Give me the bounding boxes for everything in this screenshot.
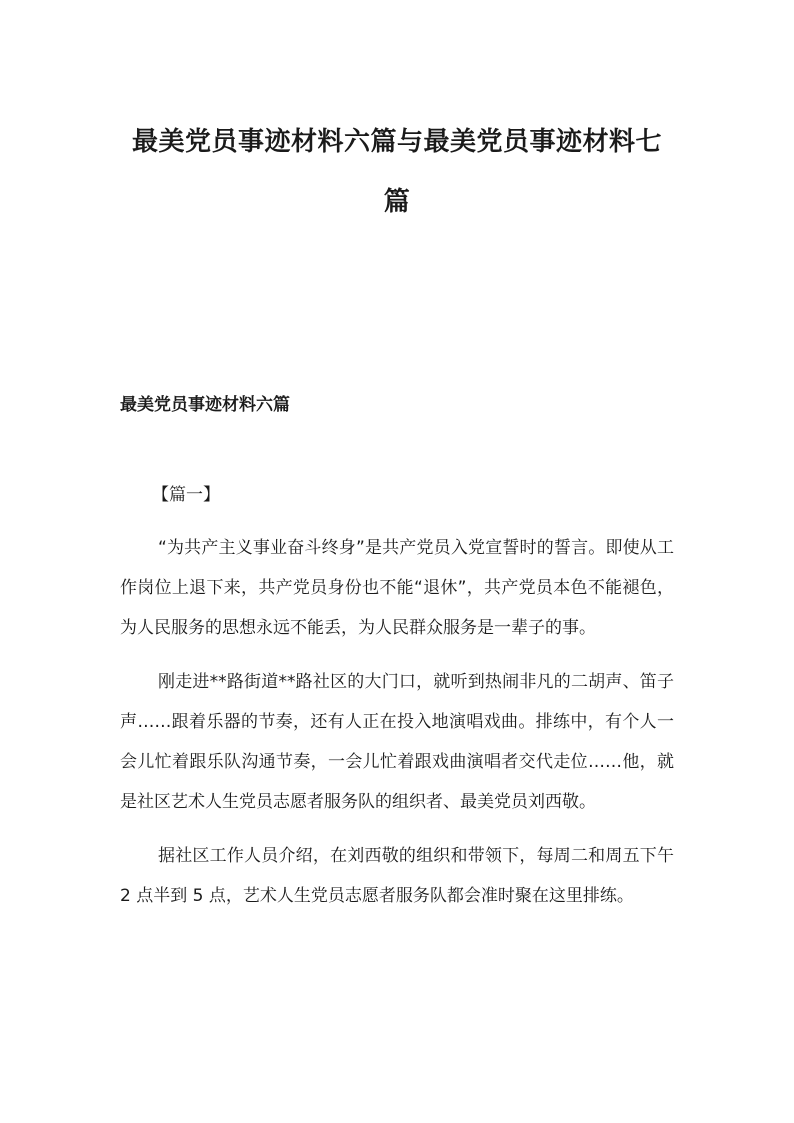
part-label: 【篇一】 bbox=[152, 485, 220, 505]
paragraph-2: 刚走进**路街道**路社区的大门口，就听到热闹非凡的二胡声、笛子声……跟着乐器的节奏，还有人正在投入地演唱戏曲。排练中，有个人一会儿忙着跟乐队沟通节奏，一会儿忙着跟戏曲演唱者交代走位……他，就是社区艺术人生党员志愿者服务队的组织者、最美党员刘西敬。 bbox=[120, 672, 674, 812]
paragraph-1: “为共产主义事业奋斗终身”是共产党员入党宣誓时的誓言。即使从工作岗位上退下来，共产党员身份也不能“退休”，共产党员本色不能褪色，为人民服务的思想永远不能丢，为人民群众服务是一辈子的事。 bbox=[120, 538, 674, 638]
section-heading: 最美党员事迹材料六篇 bbox=[120, 395, 290, 415]
paragraph-3: 据社区工作人员介绍，在刘西敬的组织和带领下，每周二和周五下午 2 点半到 5 点，艺术人生党员志愿者服务队都会准时聚在这里排练。 bbox=[120, 846, 674, 906]
document-title: 最美党员事迹材料六篇与最美党员事迹材料七篇 bbox=[131, 127, 662, 217]
